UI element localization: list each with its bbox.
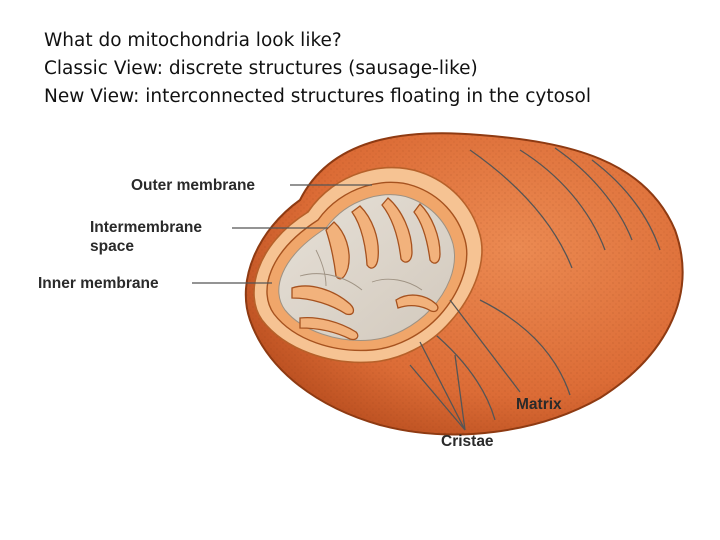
- matrix-label: Matrix: [516, 396, 562, 413]
- intermembrane-space-label-line1: Intermembrane: [90, 219, 202, 236]
- cristae-label: Cristae: [441, 433, 494, 450]
- title-new-view: New View: interconnected structures floating in the cytosol: [44, 86, 591, 107]
- inner-membrane-label: Inner membrane: [38, 275, 159, 292]
- title-question: What do mitochondria look like?: [44, 30, 342, 51]
- intermembrane-space-label-line2: space: [90, 238, 134, 255]
- outer-membrane-label: Outer membrane: [131, 177, 256, 194]
- title-classic-view: Classic View: discrete structures (sausage-like): [44, 58, 478, 79]
